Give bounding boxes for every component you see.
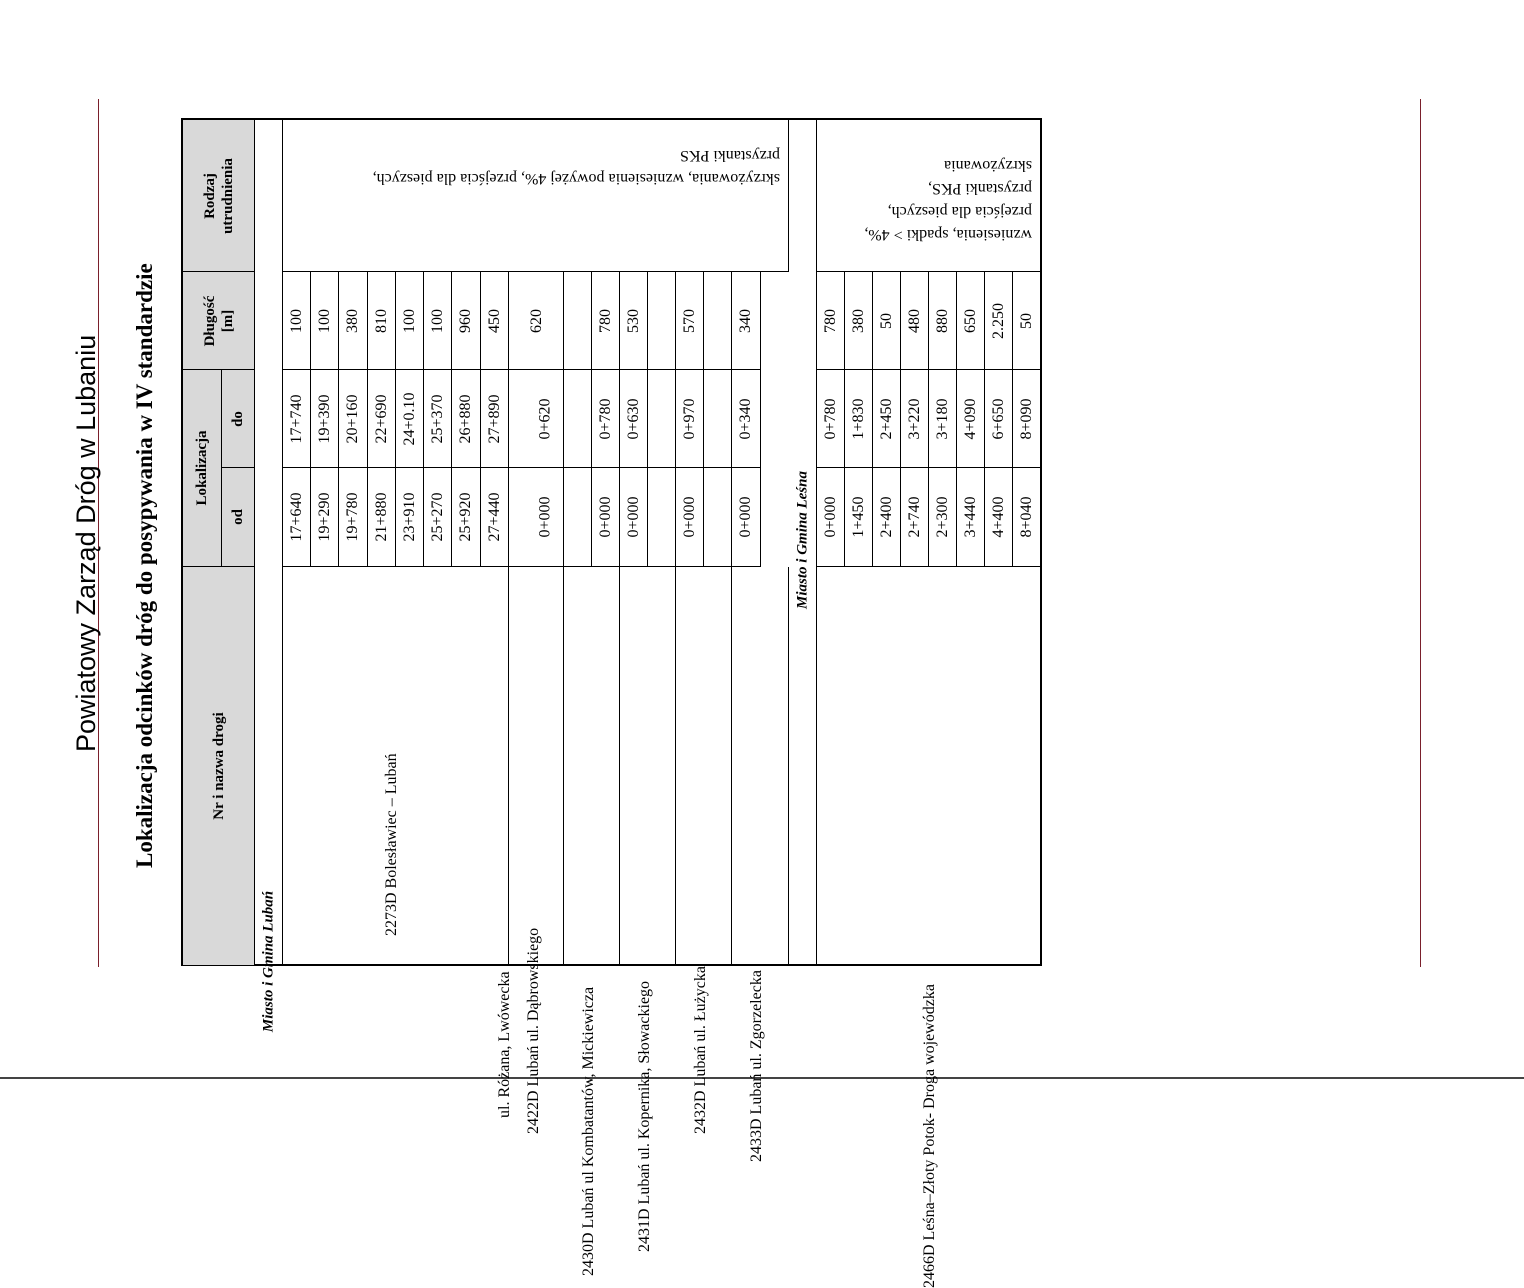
cell-len-value: 100 — [428, 308, 446, 333]
cell-len — [283, 272, 311, 370]
cell-len — [732, 272, 761, 370]
difficulty-luban — [283, 120, 789, 272]
road-2433d — [732, 567, 789, 1162]
road-2432d — [676, 567, 732, 1134]
header-difficulty-line2: utrudnienia — [219, 157, 236, 234]
cell-do-value: 0+970 — [680, 397, 698, 440]
cell-od-value: 8+040 — [1018, 496, 1035, 538]
cell-do — [929, 370, 957, 468]
cell-do-value: 20+160 — [344, 393, 361, 444]
cell-od-value: 17+640 — [287, 492, 305, 542]
cell-do-value: 0+630 — [624, 397, 642, 440]
cell-do-value: 24+0.10 — [400, 391, 418, 446]
cell-od — [901, 468, 929, 567]
cell-do-value: 22+690 — [372, 393, 390, 444]
cell-do — [396, 370, 424, 468]
cell-len-value: 100 — [287, 308, 305, 333]
cell-do — [481, 370, 509, 468]
cell-od — [873, 468, 901, 567]
road-2466d-label: 2466D Leśna–Złoty Potok- Droga wojewódzka — [921, 984, 938, 1288]
cell-len — [985, 272, 1013, 370]
cell-od — [817, 468, 845, 567]
section-title-luban: Miasto i Gmina Lubań — [260, 890, 276, 1033]
cell-od-value: 0+000 — [821, 496, 839, 538]
cell-len — [620, 272, 648, 370]
cell-do — [676, 370, 704, 468]
cell-od — [452, 468, 481, 567]
cell-do — [564, 370, 592, 468]
cell-len — [648, 272, 676, 370]
cell-od-value: 23+910 — [400, 492, 418, 542]
cell-len-value: 650 — [961, 308, 979, 333]
header-road-name — [183, 567, 255, 966]
road-2273d-label: 2273D Bolesławiec – Lubań — [383, 753, 400, 936]
cell-do — [283, 370, 311, 468]
header-difficulty — [183, 120, 255, 272]
cell-od — [368, 468, 396, 567]
cell-do — [592, 370, 620, 468]
header-length — [183, 272, 255, 370]
cell-len — [339, 272, 368, 370]
cell-od — [620, 468, 648, 567]
cell-do-value: 8+090 — [1018, 397, 1035, 440]
cell-do-value: 26+880 — [457, 393, 474, 444]
cell-od-value: 0+000 — [737, 496, 754, 538]
road-2431d-label: 2431D Lubań ul. Kopernika, Słowackiego — [636, 980, 653, 1252]
roads-table — [181, 118, 1042, 1288]
cell-od-value: 19+290 — [315, 492, 333, 542]
cell-len — [845, 272, 873, 370]
cell-len — [311, 272, 339, 370]
cell-len-value: 50 — [877, 312, 895, 329]
cell-do — [311, 370, 339, 468]
cell-od — [283, 468, 311, 567]
cell-do — [424, 370, 452, 468]
cell-od — [957, 468, 985, 567]
cell-do-value: 17+740 — [287, 393, 305, 444]
header-length-line1: Długość — [201, 295, 218, 346]
cell-do — [1013, 370, 1042, 468]
cell-len — [481, 272, 509, 370]
cell-od — [396, 468, 424, 567]
cell-len-value: 620 — [528, 308, 545, 333]
cell-od — [676, 468, 704, 567]
road-2433d-label: 2433D Lubań ul. Zgorzelecka — [748, 970, 765, 1162]
cell-len-value: 340 — [737, 308, 754, 333]
cell-len-value: 50 — [1018, 312, 1035, 329]
cell-len — [704, 272, 732, 370]
cell-od-value: 0+000 — [536, 496, 554, 538]
cell-od — [509, 468, 564, 567]
difficulty-lesna-line3: przystanki PKS, — [928, 180, 1032, 197]
cell-len-value: 880 — [933, 308, 951, 333]
cell-do — [368, 370, 396, 468]
cell-len — [592, 272, 620, 370]
cell-do — [620, 370, 648, 468]
cell-len-value: 450 — [485, 308, 503, 333]
cell-do — [817, 370, 845, 468]
cell-do-value: 3+220 — [905, 397, 923, 440]
cell-len — [901, 272, 929, 370]
right-margin-line — [1420, 99, 1421, 967]
cell-od — [929, 468, 957, 567]
cell-od-value: 0+000 — [624, 496, 642, 538]
cell-do — [957, 370, 985, 468]
cell-do-value: 6+650 — [989, 397, 1007, 440]
road-2422d-label: 2422D Lubań ul. Dąbrowskiego — [525, 927, 542, 1134]
cell-len — [1013, 272, 1042, 370]
header-difficulty-line1: Rodzaj — [201, 172, 218, 219]
cell-od-value: 0+000 — [680, 496, 698, 538]
cell-do-value: 27+890 — [485, 393, 503, 444]
cell-od-value: 25+920 — [457, 492, 474, 542]
cell-do — [648, 370, 676, 468]
cell-len-value: 2.250 — [989, 302, 1007, 339]
header-to-label: do — [230, 410, 246, 427]
cell-od — [985, 468, 1013, 567]
cell-do — [339, 370, 368, 468]
cell-len — [957, 272, 985, 370]
cell-len-value: 380 — [344, 308, 361, 333]
cell-len-value: 810 — [372, 308, 390, 333]
cell-od — [1013, 468, 1042, 567]
cell-od-value: 2+740 — [905, 496, 923, 538]
cell-od-value: 25+270 — [428, 492, 446, 542]
difficulty-lesna-line1: wzniesienia, spadki > 4%, — [864, 226, 1032, 243]
cell-od — [311, 468, 339, 567]
document-title: Lokalizacja odcinków dróg do posypywania w IV standardzie — [132, 263, 157, 868]
cell-do-value: 25+370 — [428, 393, 446, 444]
cell-len — [929, 272, 957, 370]
cell-do — [985, 370, 1013, 468]
cell-od — [648, 468, 676, 567]
difficulty-lesna-line2: przejścia dla pieszych, — [887, 203, 1032, 220]
cell-od — [704, 468, 732, 567]
difficulty-lesna — [817, 120, 1042, 272]
cell-do — [452, 370, 481, 468]
cell-od-value: 3+440 — [961, 496, 979, 538]
road-2466d — [817, 567, 1042, 1288]
cell-do — [873, 370, 901, 468]
cell-do-value: 1+830 — [849, 397, 867, 440]
difficulty-lesna-line4: skrzyżowania — [944, 157, 1032, 174]
cell-od — [845, 468, 873, 567]
header-road-name-label: Nr i nazwa drogi — [210, 712, 227, 820]
cell-len — [424, 272, 452, 370]
cell-len — [368, 272, 396, 370]
cell-do-value: 0+340 — [737, 397, 754, 440]
section-title-lesna: Miasto i Gmina Leśna — [794, 471, 810, 609]
header-to — [222, 370, 255, 468]
cell-len-value: 960 — [457, 308, 474, 333]
cell-len-value: 480 — [905, 308, 923, 333]
cell-do — [509, 370, 564, 468]
cell-len-value: 530 — [624, 308, 642, 333]
cell-od-value: 21+880 — [372, 492, 390, 542]
header-length-label — [201, 295, 237, 346]
cell-len — [817, 272, 845, 370]
cell-do-value: 3+180 — [933, 397, 951, 440]
cell-od-value: 27+440 — [485, 492, 503, 542]
road-2273d — [283, 567, 513, 1118]
cell-do — [845, 370, 873, 468]
cell-len — [564, 272, 592, 370]
section-row-lesna — [789, 120, 817, 966]
cell-len-value: 100 — [315, 308, 333, 333]
cell-do-value: 4+090 — [961, 397, 979, 440]
header-location-label: Lokalizacja — [194, 430, 210, 506]
cell-od — [564, 468, 592, 567]
cell-do-value: 0+780 — [821, 397, 839, 440]
cell-do-value: 0+780 — [596, 397, 614, 440]
cell-od — [481, 468, 509, 567]
cell-do — [901, 370, 929, 468]
cell-od-value: 2+300 — [933, 496, 951, 538]
road-2422d — [509, 567, 564, 1134]
cell-do-value: 0+620 — [536, 397, 554, 440]
header-location — [183, 370, 222, 567]
cell-od-value: 1+450 — [849, 496, 867, 538]
cell-len-value: 780 — [821, 308, 839, 333]
road-2430d-label: 2430D Lubań ul Kombatantów, Mickiewicza — [580, 986, 597, 1276]
cell-len — [509, 272, 564, 370]
cell-do — [704, 370, 732, 468]
cell-len-value: 380 — [849, 308, 867, 333]
road-2430d — [564, 567, 620, 1276]
cell-len — [396, 272, 424, 370]
section-row-luban — [255, 120, 283, 1033]
cell-do — [732, 370, 761, 468]
cell-od — [339, 468, 368, 567]
difficulty-luban-line1: skrzyżowania, wzniesienia powyżej 4%, przejścia dla pieszych, — [372, 170, 780, 187]
header-difficulty-label — [201, 158, 237, 234]
cell-od — [592, 468, 620, 567]
road-2432d-label: 2432D Lubań ul. Łużycka — [692, 966, 709, 1134]
header-from-label: od — [230, 509, 246, 525]
cell-len — [452, 272, 481, 370]
cell-len — [873, 272, 901, 370]
cell-od — [732, 468, 761, 567]
organization-name: Powiatowy Zarząd Dróg w Lubaniu — [71, 334, 101, 752]
cell-do-value: 19+390 — [315, 393, 333, 444]
road-2431d — [620, 567, 676, 1252]
road-2273d-street-label: ul. Różana, Lwówecka — [496, 971, 513, 1118]
cell-len-value: 100 — [400, 308, 418, 333]
cell-len — [676, 272, 704, 370]
cell-len-value: 570 — [680, 308, 698, 333]
cell-od — [424, 468, 452, 567]
difficulty-luban-line2: przystanki PKS — [680, 147, 780, 164]
cell-od-value: 19+780 — [344, 492, 361, 542]
header-length-line2: [m] — [219, 309, 236, 332]
cell-od-value: 0+000 — [596, 496, 614, 538]
cell-od-value: 2+400 — [877, 496, 895, 538]
cell-od-value: 4+400 — [989, 496, 1007, 538]
cell-len-value: 780 — [596, 308, 614, 333]
header-from — [222, 468, 255, 567]
cell-do-value: 2+450 — [877, 397, 895, 440]
